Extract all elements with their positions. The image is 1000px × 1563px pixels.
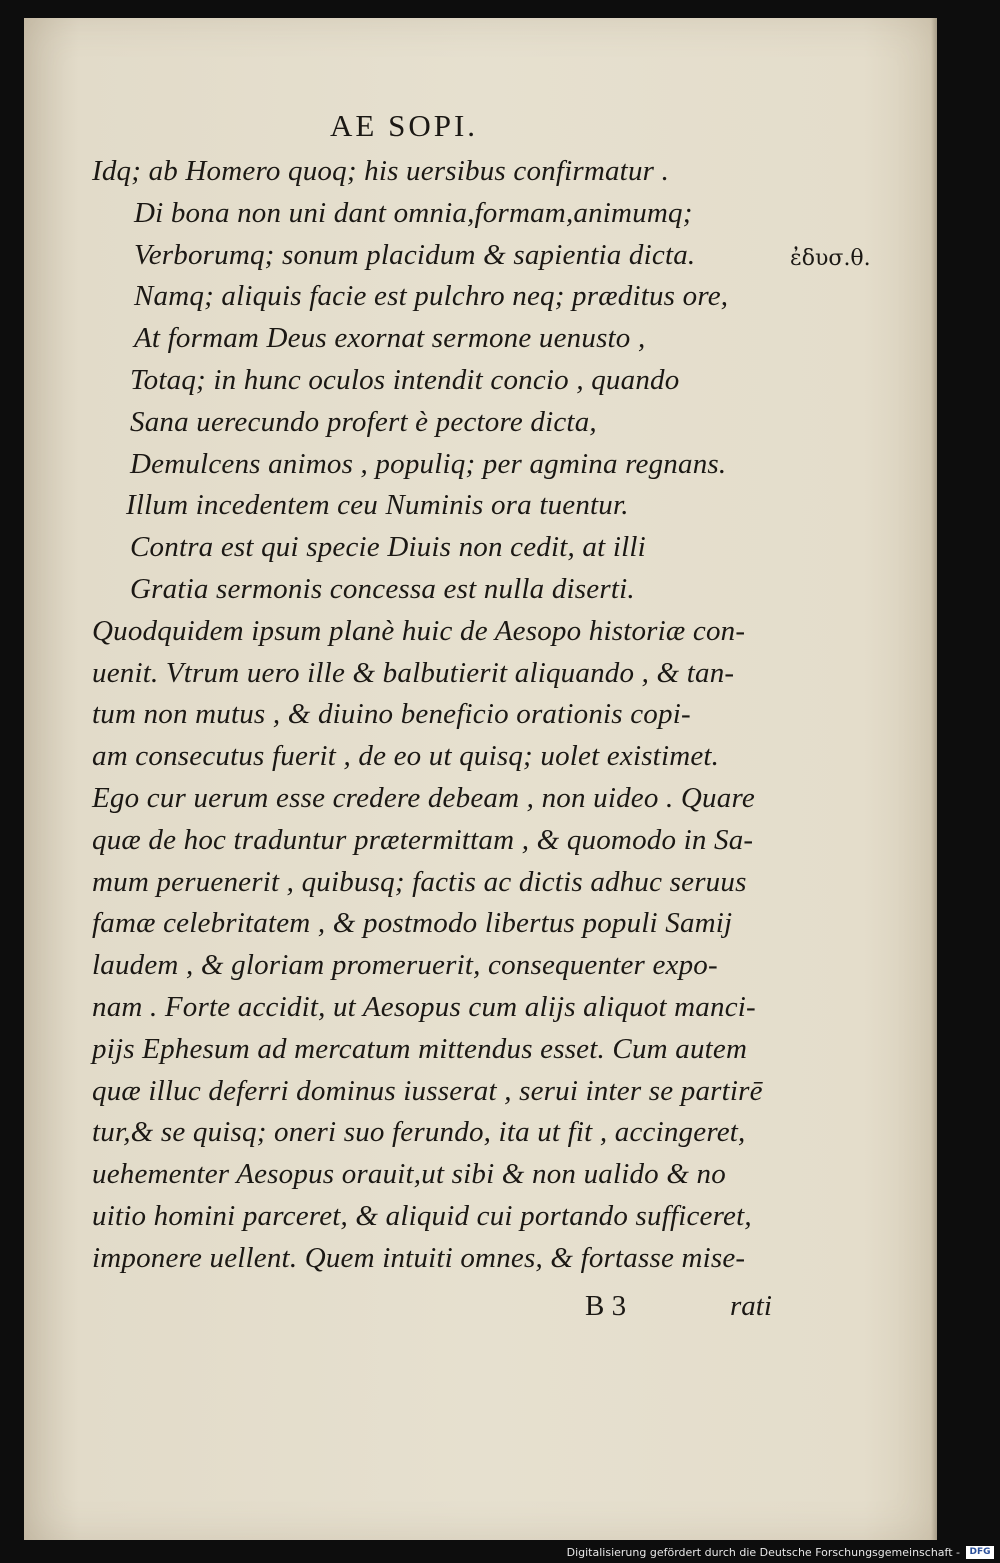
text-line: am consecutus fuerit , de eo ut quisq; uolet existimet. (92, 740, 720, 773)
text-line: Verborumq; sonum placidum & sapientia dicta. (134, 238, 696, 271)
text-line: uenit. Vtrum uero ille & balbutierit aliquando , & tan- (92, 656, 735, 689)
text-line: tum non mutus , & diuino beneficio orationis copi- (92, 698, 691, 731)
page-edge-shadow (931, 18, 937, 1540)
text-line: Totaq; in hunc oculos intendit concio , quando (130, 364, 680, 396)
text-line: imponere uellent. Quem intuiti omnes, & fortasse mise- (92, 1241, 746, 1274)
text-line: Idq; ab Homero quoq; his uersibus confirmatur . (92, 155, 670, 187)
dfg-logo: DFG (966, 1546, 994, 1559)
text-line: Quodquidem ipsum planè huic de Aesopo historiæ con- (92, 614, 746, 647)
text-line: laudem , & gloriam promeruerit, consequenter expo- (92, 949, 718, 982)
text-line: tur,& se quisq; oneri suo ferundo, ita ut fit , accingeret, (92, 1116, 746, 1149)
text-line: Di bona non uni dant omnia,formam,animumq; (134, 196, 693, 229)
text-line: Contra est qui specie Diuis non cedit, at illi (130, 531, 646, 564)
marginal-note: ἐδυσ.θ. (790, 246, 871, 271)
text-line: Namq; aliquis facie est pulchro neq; præditus ore, (134, 280, 729, 313)
signature-mark: B 3 (585, 1290, 627, 1322)
text-line: At formam Deus exornat sermone uenusto , (134, 322, 646, 355)
text-line: Illum incedentem ceu Numinis ora tuentur. (126, 489, 629, 522)
text-line: quæ illuc deferri dominus iusserat , serui inter se partirē (92, 1074, 763, 1107)
text-line: Gratia sermonis concessa est nulla diserti. (130, 573, 635, 605)
text-line: Ego cur uerum esse credere debeam , non uideo . Quare (92, 782, 755, 814)
running-title: AE SOPI. (330, 108, 479, 143)
text-line: uehementer Aesopus orauit,ut sibi & non ualido & no (92, 1158, 726, 1191)
text-line: quæ de hoc traduntur prætermittam , & quomodo in Sa- (92, 823, 754, 856)
text-line: pijs Ephesum ad mercatum mittendus esset. Cum autem (92, 1032, 748, 1065)
footer-credit: Digitalisierung gefördert durch die Deutsche Forschungsgemeinschaft - (566, 1546, 960, 1559)
catchword: rati (730, 1290, 772, 1322)
text-line: uitio homini parceret, & aliquid cui portando sufficeret, (92, 1200, 752, 1232)
text-line: Sana uerecundo profert è pectore dicta, (130, 405, 597, 438)
text-line: mum peruenerit , quibusq; factis ac dictis adhuc seruus (92, 865, 747, 898)
text-line: famæ celebritatem , & postmodo libertus populi Samij (92, 907, 733, 940)
text-line: Demulcens animos , populiq; per agmina regnans. (130, 447, 727, 480)
text-line: nam . Forte accidit, ut Aesopus cum alijs aliquot manci- (92, 991, 756, 1023)
footer-bar (0, 1541, 1000, 1563)
